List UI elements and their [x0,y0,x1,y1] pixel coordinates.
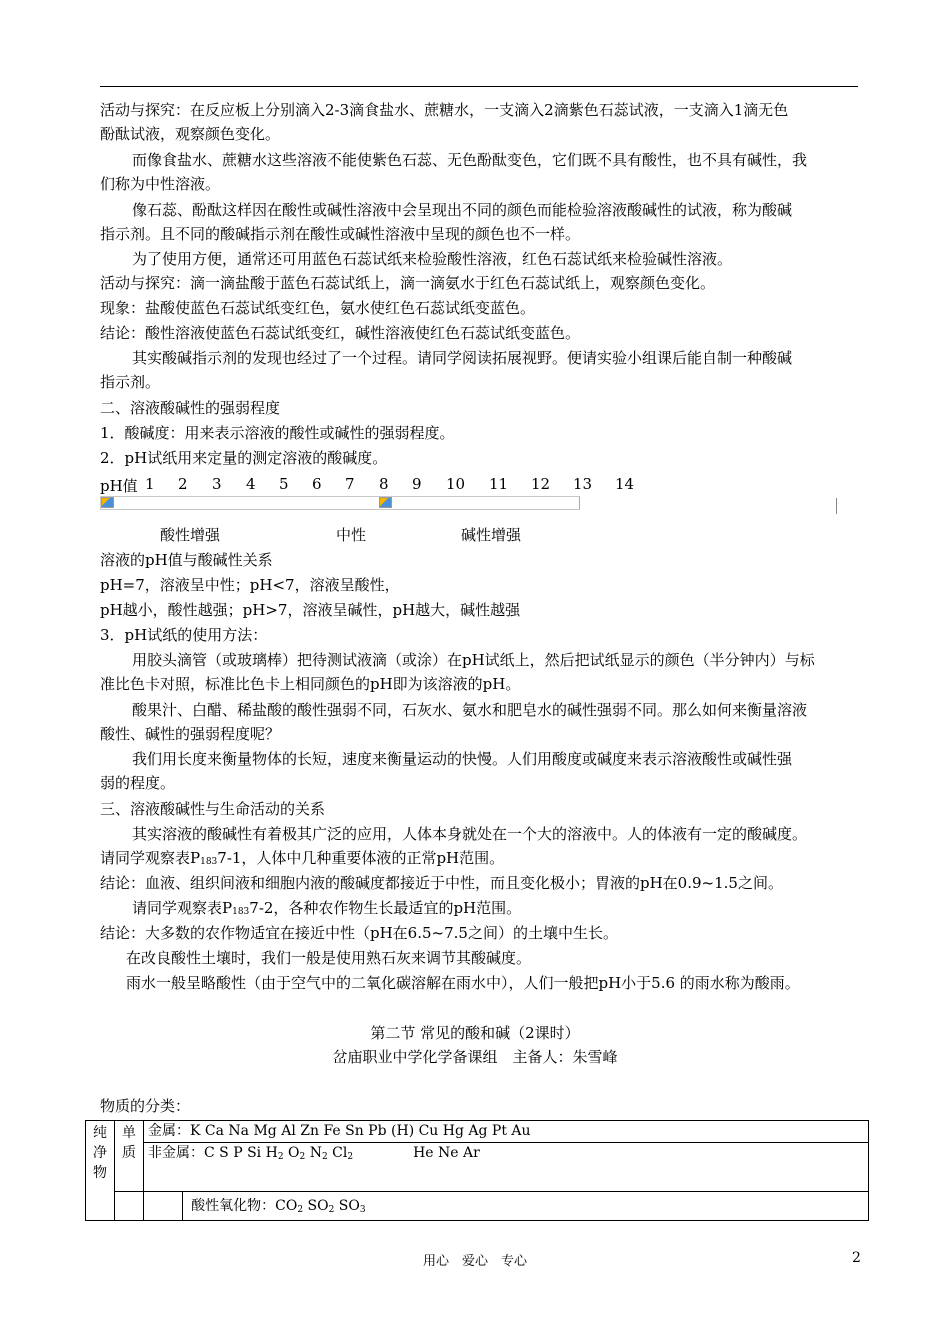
text-line: 酸果汁、白醋、稀盐酸的酸性强弱不同，石灰水、氨水和肥皂水的碱性强弱不同。那么如何来衡量溶液 [132,701,808,719]
formula: Si [242,1144,262,1161]
formula: O [283,1144,300,1161]
ph-number: 6 [312,475,322,493]
acid-oxide-cell: 酸性氧化物：$CO_2$ $SO_2$ $SO_3$ [183,1192,869,1221]
broken-image-icon [101,497,114,508]
text-line: 指示剂。 [100,373,161,391]
text-line: 在改良酸性土壤时，我们一般是使用熟石灰来调节其酸碱度。 [126,949,532,967]
ph-number: 11 [489,475,509,493]
formula: CO [275,1198,298,1214]
ph-number: 8 [379,475,389,493]
formula-subscript: 2 [328,1205,335,1215]
ph-scale [100,475,720,495]
text-line: 用胶头滴管（或玻璃棒）把待测试液滴（或涂）在pH试纸上，然后把试纸显示的颜色（半分钟内）与标 [132,651,815,669]
ph-number: 14 [615,475,635,493]
acid-label: 酸性增强 [160,526,221,544]
formula-subscript: 2 [299,1151,306,1162]
text-line: 结论：酸性溶液使蓝色石蕊试纸变红，碱性溶液使红色石蕊试纸变蓝色。 [100,324,581,342]
text-line: 酚酞试液，观察颜色变化。 [100,125,281,143]
text-line: pH越小，酸性越强；pH>7，溶液呈碱性，pH越大，碱性越强 [100,601,521,619]
ph-number: 2 [178,475,188,493]
section-heading: 三、溶液酸碱性与生命活动的关系 [100,800,326,818]
neutral-label: 中性 [336,526,367,544]
divider [836,498,837,514]
text-line: 其实溶液的酸碱性有着极其广泛的应用，人体本身就处在一个大的溶液中。人的体液有一定的酸碱度。 [132,825,808,843]
text-line: 现象：盐酸使蓝色石蕊试纸变红色，氨水使红色石蕊试纸变蓝色。 [100,299,536,317]
text-line: 3．pH试纸的使用方法： [100,626,268,644]
metal-cell: 金属：K Ca Na Mg Al Zn Fe Sn Pb (H) Cu Hg Ag Pt Au [144,1121,869,1143]
ph-number: 1 [145,475,155,493]
formula: H [261,1144,278,1161]
formula: SO [303,1198,329,1214]
formula-subscript: 3 [359,1205,366,1215]
text-line: 结论：大多数的农作物适宜在接近中性（pH在6.5~7.5之间）的土壤中生长。 [100,924,618,942]
text-line: 像石蕊、酚酞这样因在酸性或碱性溶液中会呈现出不同的颜色而能检验溶液酸碱性的试液，称为酸碱 [132,201,793,219]
ph-number: 10 [446,475,466,493]
header-rule [100,86,858,87]
footer: 用心 爱心 专心 [422,1254,527,1269]
page-number: 2 [852,1250,861,1266]
ph-number: 9 [412,475,422,493]
section-title: 第二节 常见的酸和碱（2课时） [370,1024,580,1042]
element-cell: 单 质 [115,1121,144,1192]
formula: P [228,1144,243,1161]
text-line: 活动与探究：滴一滴盐酸于蓝色石蕊试纸上，滴一滴氨水于红色石蕊试纸上，观察颜色变化。 [100,274,716,292]
formula-subscript: 2 [321,1151,328,1162]
ph-bar [100,496,580,510]
text-line: 酸性、碱性的强弱程度呢？ [100,725,281,743]
section-subtitle: 岔庙职业中学化学备课组 主备人：朱雪峰 [332,1048,618,1066]
text-line: 2．pH试纸用来定量的测定溶液的酸碱度。 [100,449,388,467]
ph-number: 4 [246,475,256,493]
ph-number: 7 [345,475,355,493]
text-line: 弱的程度。 [100,774,176,792]
text-line: 结论：血液、组织间液和细胞内液的酸碱度都接近于中性，而且变化极小；胃液的pH在0.9~1.5之间。 [100,874,783,892]
text-line: 请同学观察表P1837-1，人体中几种重要体液的正常pH范围。 [100,849,505,867]
text-line: 活动与探究：在反应板上分别滴入2-3滴食盐水、蔗糖水，一支滴入2滴紫色石蕊试液，一支滴入1滴无色 [100,101,789,119]
classify-title: 物质的分类： [100,1097,191,1115]
base-label: 碱性增强 [461,526,522,544]
classification-table [85,1120,869,1221]
formula-subscript: 2 [297,1205,304,1215]
text-line: 们称为中性溶液。 [100,175,221,193]
formula: S [214,1144,229,1161]
broken-image-icon [379,497,392,508]
ph-number: 3 [212,475,222,493]
formula-subscript: 2 [277,1151,284,1162]
formula-subscript: 2 [347,1151,354,1162]
text-line: 1．酸碱度：用来表示溶液的酸性或碱性的强弱程度。 [100,424,455,442]
ph-number: 5 [279,475,289,493]
text-line: 而像食盐水、蔗糖水这些溶液不能使紫色石蕊、无色酚酞变色，它们既不具有酸性，也不具有碱性，我 [132,151,808,169]
pure-substance-cell: 纯 净 物 [86,1121,115,1221]
nonmetal-cell: 非金属：C S P Si $H_2$ $O_2$ $N_2$ $Cl_2$ He Ne Ar [144,1142,869,1191]
text-line: 准比色卡对照，标准比色卡上相同颜色的pH即为该溶液的pH。 [100,675,521,693]
text-line: 溶液的pH值与酸碱性关系 [100,551,273,569]
formula: Cl [327,1144,348,1161]
text-line: pH=7，溶液呈中性；pH<7，溶液呈酸性， [100,576,400,594]
ph-label: pH值 [100,477,138,495]
text-line: 请同学观察表P1837-2，各种农作物生长最适宜的pH范围。 [132,899,522,917]
formula: C [204,1144,215,1161]
ph-number: 13 [573,475,593,493]
ph-number: 12 [531,475,551,493]
text-line: 其实酸碱指示剂的发现也经过了一个过程。请同学阅读拓展视野。便请实验小组课后能自制一种酸碱 [132,349,793,367]
text-line: 指示剂。且不同的酸碱指示剂在酸性或碱性溶液中呈现的颜色也不一样。 [100,225,581,243]
text-line: 我们用长度来衡量物体的长短，速度来衡量运动的快慢。人们用酸度或碱度来表示溶液酸性或碱性强 [132,750,793,768]
formula: SO [334,1198,360,1214]
section-heading: 二、溶液酸碱性的强弱程度 [100,399,281,417]
text-line: 为了使用方便，通常还可用蓝色石蕊试纸来检验酸性溶液，红色石蕊试纸来检验碱性溶液。 [132,250,733,268]
formula: N [305,1144,322,1161]
text-line: 雨水一般呈略酸性（由于空气中的二氧化碳溶解在雨水中），人们一般把pH小于5.6 的雨水称为酸雨。 [126,974,800,992]
